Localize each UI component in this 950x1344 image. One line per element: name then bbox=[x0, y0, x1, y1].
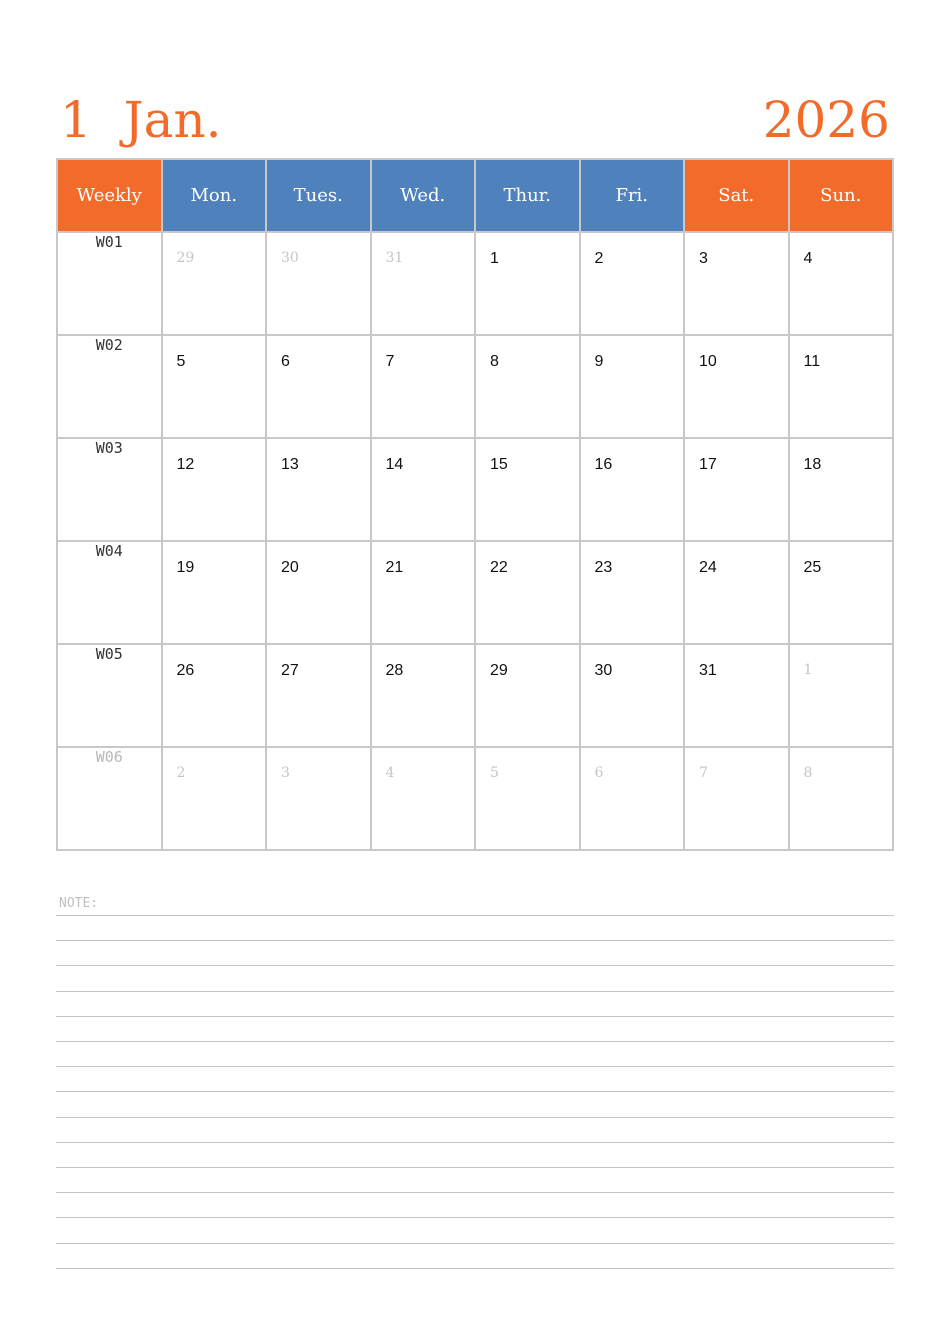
day-cell[interactable] bbox=[266, 232, 371, 335]
day-cell[interactable] bbox=[475, 747, 580, 850]
column-header-tue: Tues. bbox=[266, 159, 371, 232]
day-cell[interactable] bbox=[789, 232, 894, 335]
day-number: 17 bbox=[699, 456, 717, 473]
day-number: 1 bbox=[803, 662, 813, 678]
day-cell[interactable] bbox=[475, 438, 580, 541]
day-cell[interactable] bbox=[162, 438, 267, 541]
day-number: 25 bbox=[803, 559, 822, 576]
day-number: 24 bbox=[699, 559, 717, 576]
day-cell[interactable] bbox=[580, 747, 685, 850]
week-row bbox=[57, 438, 893, 541]
column-header-sat: Sat. bbox=[684, 159, 789, 232]
note-line bbox=[56, 1268, 894, 1269]
day-number: 4 bbox=[385, 765, 395, 781]
day-number: 26 bbox=[176, 662, 195, 679]
calendar-grid bbox=[56, 158, 894, 851]
day-cell[interactable] bbox=[684, 747, 789, 850]
week-label: W05 bbox=[57, 644, 162, 747]
day-number: 8 bbox=[803, 765, 813, 781]
day-cell[interactable] bbox=[371, 541, 476, 644]
day-number: 29 bbox=[176, 250, 195, 266]
note-line bbox=[56, 915, 894, 916]
day-cell[interactable] bbox=[162, 644, 267, 747]
week-row bbox=[57, 747, 893, 850]
day-cell[interactable] bbox=[475, 232, 580, 335]
note-line bbox=[56, 1167, 894, 1168]
day-cell[interactable] bbox=[162, 335, 267, 438]
week-label: W06 bbox=[57, 747, 162, 850]
day-cell[interactable] bbox=[162, 541, 267, 644]
column-header-mon: Mon. bbox=[162, 159, 267, 232]
day-number: 10 bbox=[699, 353, 717, 370]
day-cell[interactable] bbox=[371, 747, 476, 850]
day-cell[interactable] bbox=[684, 232, 789, 335]
day-cell[interactable] bbox=[684, 335, 789, 438]
day-number: 21 bbox=[385, 559, 404, 576]
day-number: 5 bbox=[176, 353, 186, 370]
day-number: 28 bbox=[385, 662, 404, 679]
note-line bbox=[56, 1041, 894, 1042]
day-number: 31 bbox=[699, 662, 717, 679]
year-title: 2026 bbox=[762, 91, 890, 149]
day-cell[interactable] bbox=[371, 644, 476, 747]
day-number: 14 bbox=[385, 456, 404, 473]
note-line bbox=[56, 1142, 894, 1143]
note-line bbox=[56, 1192, 894, 1193]
note-line bbox=[56, 991, 894, 992]
day-cell[interactable] bbox=[684, 541, 789, 644]
day-number: 11 bbox=[803, 353, 821, 370]
day-number: 9 bbox=[594, 353, 604, 370]
day-cell[interactable] bbox=[371, 232, 476, 335]
day-cell[interactable] bbox=[580, 541, 685, 644]
day-cell[interactable] bbox=[371, 438, 476, 541]
day-number: 30 bbox=[281, 250, 299, 266]
day-number: 22 bbox=[490, 559, 508, 576]
note-line bbox=[56, 1117, 894, 1118]
day-cell[interactable] bbox=[580, 335, 685, 438]
note-line bbox=[56, 1243, 894, 1244]
note-line bbox=[56, 1066, 894, 1067]
day-cell[interactable] bbox=[580, 232, 685, 335]
week-label: W01 bbox=[57, 232, 162, 335]
day-number: 23 bbox=[594, 559, 613, 576]
column-header-weekly: Weekly bbox=[57, 159, 162, 232]
calendar-body bbox=[57, 232, 893, 850]
day-cell[interactable] bbox=[580, 438, 685, 541]
day-number: 19 bbox=[176, 559, 195, 576]
week-label: W03 bbox=[57, 438, 162, 541]
day-cell[interactable] bbox=[266, 541, 371, 644]
week-label: W04 bbox=[57, 541, 162, 644]
column-header-thu: Thur. bbox=[475, 159, 580, 232]
week-row bbox=[57, 335, 893, 438]
day-number: 31 bbox=[385, 250, 404, 266]
note-line bbox=[56, 1016, 894, 1017]
note-line bbox=[56, 1091, 894, 1092]
day-number: 3 bbox=[281, 765, 290, 781]
day-number: 7 bbox=[699, 765, 708, 781]
day-number: 7 bbox=[385, 353, 395, 370]
day-cell[interactable] bbox=[266, 644, 371, 747]
day-number: 2 bbox=[594, 250, 604, 267]
day-number: 16 bbox=[594, 456, 613, 473]
notes-label: NOTE: bbox=[59, 896, 99, 911]
day-number: 29 bbox=[490, 662, 508, 679]
day-cell[interactable] bbox=[580, 644, 685, 747]
day-number: 8 bbox=[490, 353, 499, 370]
day-number: 3 bbox=[699, 250, 708, 267]
week-row bbox=[57, 644, 893, 747]
month-title: 1 Jan. bbox=[60, 91, 222, 149]
day-cell[interactable] bbox=[789, 438, 894, 541]
column-header-fri: Fri. bbox=[580, 159, 685, 232]
day-number: 2 bbox=[176, 765, 186, 781]
day-cell[interactable] bbox=[684, 438, 789, 541]
day-cell[interactable] bbox=[475, 541, 580, 644]
week-row bbox=[57, 541, 893, 644]
day-cell[interactable] bbox=[789, 335, 894, 438]
day-cell[interactable] bbox=[789, 747, 894, 850]
day-number: 1 bbox=[490, 250, 499, 267]
week-label: W02 bbox=[57, 335, 162, 438]
day-cell[interactable] bbox=[789, 644, 894, 747]
day-cell[interactable] bbox=[266, 438, 371, 541]
note-line bbox=[56, 965, 894, 966]
note-line bbox=[56, 1217, 894, 1218]
calendar-header-row bbox=[57, 159, 893, 232]
column-header-wed: Wed. bbox=[371, 159, 476, 232]
day-cell[interactable] bbox=[371, 335, 476, 438]
day-number: 4 bbox=[803, 250, 813, 267]
day-cell[interactable] bbox=[162, 747, 267, 850]
day-cell[interactable] bbox=[475, 335, 580, 438]
day-number: 30 bbox=[594, 662, 613, 679]
day-number: 5 bbox=[490, 765, 499, 781]
day-cell[interactable] bbox=[475, 644, 580, 747]
day-cell[interactable] bbox=[266, 335, 371, 438]
day-cell[interactable] bbox=[684, 644, 789, 747]
day-number: 27 bbox=[281, 662, 299, 679]
day-number: 13 bbox=[281, 456, 299, 473]
day-cell[interactable] bbox=[789, 541, 894, 644]
day-number: 18 bbox=[803, 456, 822, 473]
day-number: 20 bbox=[281, 559, 299, 576]
day-number: 12 bbox=[176, 456, 195, 473]
note-line bbox=[56, 940, 894, 941]
day-cell[interactable] bbox=[266, 747, 371, 850]
day-number: 6 bbox=[281, 353, 290, 370]
column-header-sun: Sun. bbox=[789, 159, 894, 232]
day-cell[interactable] bbox=[162, 232, 267, 335]
week-row bbox=[57, 232, 893, 335]
day-number: 6 bbox=[594, 765, 604, 781]
day-number: 15 bbox=[490, 456, 508, 473]
